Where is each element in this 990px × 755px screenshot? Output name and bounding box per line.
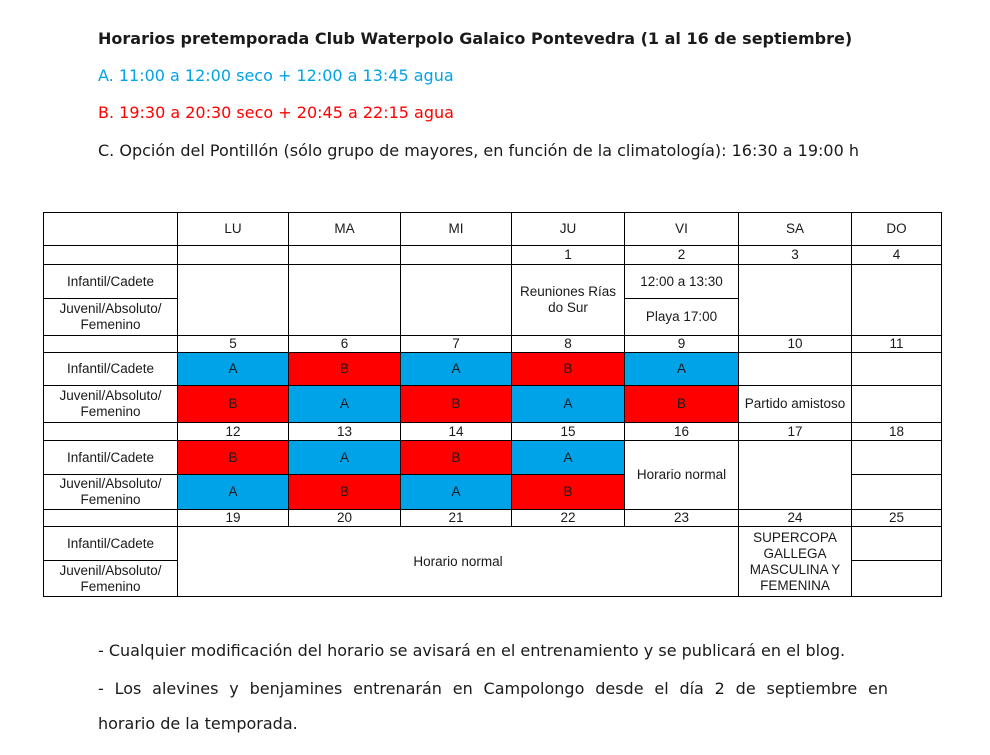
session-cell: B (512, 353, 625, 386)
group-label: Infantil/Cadete (44, 441, 178, 475)
table-row (44, 386, 942, 423)
session-cell: B (178, 386, 289, 423)
session-cell: A (178, 353, 289, 386)
date-cell: 10 (739, 336, 852, 353)
date-cell: 6 (289, 336, 401, 353)
table-row (44, 441, 942, 475)
date-cell: 17 (739, 423, 852, 441)
day-header: DO (852, 213, 942, 246)
date-cell: 5 (178, 336, 289, 353)
table-row (44, 265, 942, 299)
session-cell: B (401, 441, 512, 475)
day-header: LU (178, 213, 289, 246)
day-header-row (44, 213, 942, 246)
group-label: Juvenil/Absoluto/ Femenino (44, 561, 178, 597)
date-cell: 11 (852, 336, 942, 353)
date-row (44, 336, 942, 353)
date-cell: 19 (178, 510, 289, 527)
group-label: Infantil/Cadete (44, 353, 178, 386)
session-cell: A (512, 386, 625, 423)
date-cell (178, 246, 289, 265)
date-cell: 18 (852, 423, 942, 441)
group-label: Infantil/Cadete (44, 527, 178, 561)
session-cell: B (625, 386, 739, 423)
option-a-text: A. 11:00 a 12:00 seco + 12:00 a 13:45 agua (98, 66, 454, 85)
date-cell: 3 (739, 246, 852, 265)
session-cell: B (401, 386, 512, 423)
date-row (44, 246, 942, 265)
day-header: MI (401, 213, 512, 246)
date-cell: 22 (512, 510, 625, 527)
session-cell: Horario normal (178, 527, 739, 597)
date-cell: 23 (625, 510, 739, 527)
date-cell: 15 (512, 423, 625, 441)
session-cell: Reuniones Rías do Sur (512, 265, 625, 336)
session-cell: Playa 17:00 (625, 299, 739, 336)
group-label: Juvenil/Absoluto/ Femenino (44, 299, 178, 336)
session-cell: A (625, 353, 739, 386)
session-cell: B (512, 475, 625, 510)
day-header: VI (625, 213, 739, 246)
session-cell: A (401, 475, 512, 510)
session-cell: A (178, 475, 289, 510)
date-cell: 16 (625, 423, 739, 441)
date-cell: 4 (852, 246, 942, 265)
session-cell: B (178, 441, 289, 475)
session-cell: Horario normal (625, 441, 739, 510)
date-cell: 21 (401, 510, 512, 527)
group-label: Juvenil/Absoluto/ Femenino (44, 475, 178, 510)
date-cell: 25 (852, 510, 942, 527)
table-row (44, 527, 942, 561)
option-c-text: C. Opción del Pontillón (sólo grupo de mayores, en función de la climatología): 16:30 a 19:00 h (98, 141, 860, 160)
day-header: SA (739, 213, 852, 246)
date-cell: 7 (401, 336, 512, 353)
date-cell (289, 246, 401, 265)
day-header: JU (512, 213, 625, 246)
schedule-table (43, 212, 942, 597)
note-modification: - Cualquier modificación del horario se avisará en el entrenamiento y se publicará en el blog. (98, 641, 846, 660)
session-cell: Partido amistoso (739, 386, 852, 423)
session-cell: B (289, 475, 401, 510)
note-alevines: - Los alevines y benjamines entrenarán en Campolongo desde el día 2 de septiembre en (98, 679, 888, 698)
note-alevines-cont: horario de la temporada. (98, 714, 298, 733)
option-b-text: B. 19:30 a 20:30 seco + 20:45 a 22:15 agua (98, 103, 454, 122)
group-label: Infantil/Cadete (44, 265, 178, 299)
date-cell (401, 246, 512, 265)
group-label: Juvenil/Absoluto/ Femenino (44, 386, 178, 423)
session-cell: A (289, 386, 401, 423)
date-row (44, 510, 942, 527)
session-cell: 12:00 a 13:30 (625, 265, 739, 299)
date-row (44, 423, 942, 441)
corner-cell (44, 213, 178, 246)
session-cell: A (512, 441, 625, 475)
date-cell: 9 (625, 336, 739, 353)
date-cell: 1 (512, 246, 625, 265)
day-header: MA (289, 213, 401, 246)
date-cell: 12 (178, 423, 289, 441)
table-row (44, 353, 942, 386)
session-cell: SUPERCOPA GALLEGA MASCULINA Y FEMENINA (739, 527, 852, 597)
session-cell: A (289, 441, 401, 475)
page-title: Horarios pretemporada Club Waterpolo Galaico Pontevedra (1 al 16 de septiembre) (98, 29, 853, 48)
session-cell: A (401, 353, 512, 386)
date-cell: 13 (289, 423, 401, 441)
date-cell: 8 (512, 336, 625, 353)
date-cell: 2 (625, 246, 739, 265)
date-cell: 24 (739, 510, 852, 527)
date-cell: 20 (289, 510, 401, 527)
date-cell: 14 (401, 423, 512, 441)
session-cell: B (289, 353, 401, 386)
